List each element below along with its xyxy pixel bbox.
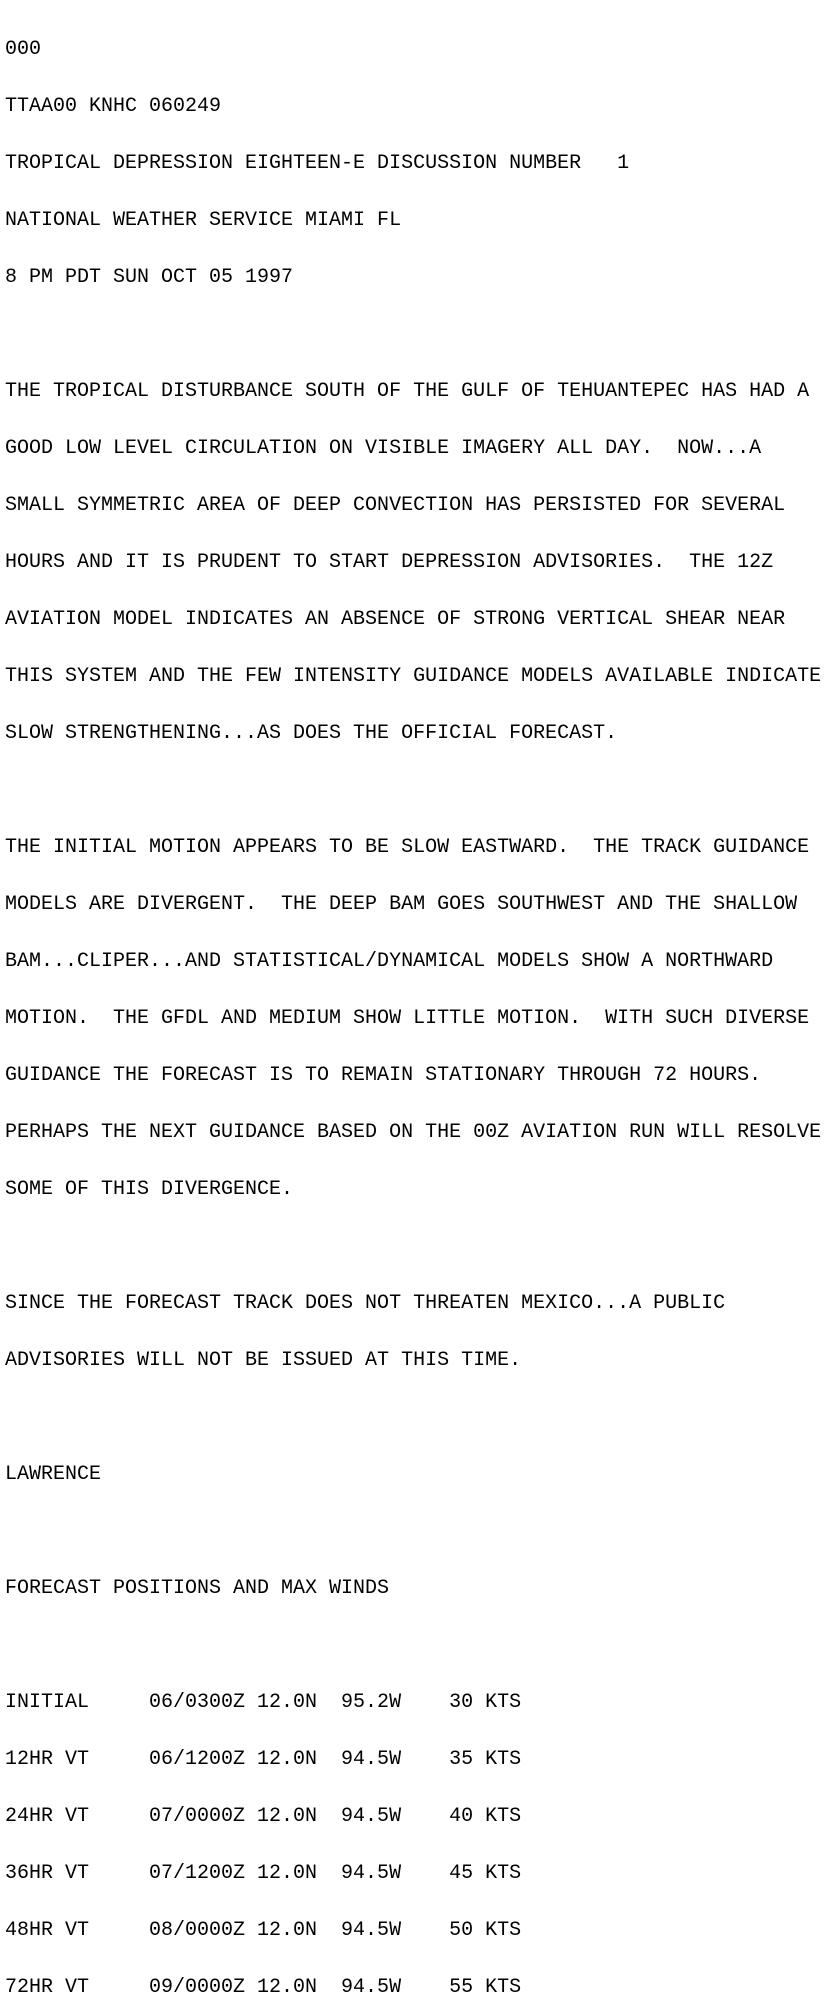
- header-office: NATIONAL WEATHER SERVICE MIAMI FL: [5, 209, 402, 232]
- paragraph-1-line: THE TROPICAL DISTURBANCE SOUTH OF THE GULF OF TEHUANTEPEC HAS HAD A: [5, 380, 810, 403]
- paragraph-2-line: BAM...CLIPER...AND STATISTICAL/DYNAMICAL MODELS SHOW A NORTHWARD: [5, 950, 774, 973]
- blank-line: [5, 1522, 821, 1541]
- blank-line: [5, 781, 821, 800]
- paragraph-2-line: GUIDANCE THE FORECAST IS TO REMAIN STATIONARY THROUGH 72 HOURS.: [5, 1064, 762, 1087]
- forecast-table-row: 48HR VT 08/0000Z 12.0N 94.5W 50 KTS: [5, 1919, 522, 1942]
- paragraph-1-line: GOOD LOW LEVEL CIRCULATION ON VISIBLE IMAGERY ALL DAY. NOW...A: [5, 437, 762, 460]
- blank-line: [5, 325, 821, 344]
- paragraph-3-line: SINCE THE FORECAST TRACK DOES NOT THREATEN MEXICO...A PUBLIC: [5, 1292, 726, 1315]
- paragraph-1-line: HOURS AND IT IS PRUDENT TO START DEPRESSION ADVISORIES. THE 12Z: [5, 551, 774, 574]
- paragraph-2-line: THE INITIAL MOTION APPEARS TO BE SLOW EASTWARD. THE TRACK GUIDANCE: [5, 836, 810, 859]
- forecast-table-row: INITIAL 06/0300Z 12.0N 95.2W 30 KTS: [5, 1691, 522, 1714]
- forecast-table-row: 72HR VT 09/0000Z 12.0N 94.5W 55 KTS: [5, 1976, 522, 1999]
- discussion-document: [5, 2, 821, 2016]
- header-title: TROPICAL DEPRESSION EIGHTEEN-E DISCUSSION NUMBER 1: [5, 152, 630, 175]
- header-id: TTAA00 KNHC 060249: [5, 95, 222, 118]
- header-datetime: 8 PM PDT SUN OCT 05 1997: [5, 266, 294, 289]
- blank-line: [5, 1636, 821, 1655]
- blank-line: [5, 1237, 821, 1256]
- paragraph-3-line: ADVISORIES WILL NOT BE ISSUED AT THIS TIME.: [5, 1349, 522, 1372]
- paragraph-2-line: MODELS ARE DIVERGENT. THE DEEP BAM GOES SOUTHWEST AND THE SHALLOW: [5, 893, 798, 916]
- paragraph-2-line: PERHAPS THE NEXT GUIDANCE BASED ON THE 00Z AVIATION RUN WILL RESOLVE: [5, 1121, 822, 1144]
- paragraph-2-line: MOTION. THE GFDL AND MEDIUM SHOW LITTLE MOTION. WITH SUCH DIVERSE: [5, 1007, 810, 1030]
- forecast-table-row: 36HR VT 07/1200Z 12.0N 94.5W 45 KTS: [5, 1862, 522, 1885]
- forecaster-signature: LAWRENCE: [5, 1463, 102, 1486]
- forecast-table-row: 12HR VT 06/1200Z 12.0N 94.5W 35 KTS: [5, 1748, 522, 1771]
- paragraph-1-line: SLOW STRENGTHENING...AS DOES THE OFFICIAL FORECAST.: [5, 722, 618, 745]
- forecast-table-row: 24HR VT 07/0000Z 12.0N 94.5W 40 KTS: [5, 1805, 522, 1828]
- forecast-table-title: FORECAST POSITIONS AND MAX WINDS: [5, 1577, 390, 1600]
- paragraph-1-line: AVIATION MODEL INDICATES AN ABSENCE OF STRONG VERTICAL SHEAR NEAR: [5, 608, 786, 631]
- blank-line: [5, 1408, 821, 1427]
- paragraph-2-line: SOME OF THIS DIVERGENCE.: [5, 1178, 294, 1201]
- paragraph-1-line: THIS SYSTEM AND THE FEW INTENSITY GUIDANCE MODELS AVAILABLE INDICATE: [5, 665, 822, 688]
- header-code: 000: [5, 38, 42, 61]
- paragraph-1-line: SMALL SYMMETRIC AREA OF DEEP CONVECTION HAS PERSISTED FOR SEVERAL: [5, 494, 786, 517]
